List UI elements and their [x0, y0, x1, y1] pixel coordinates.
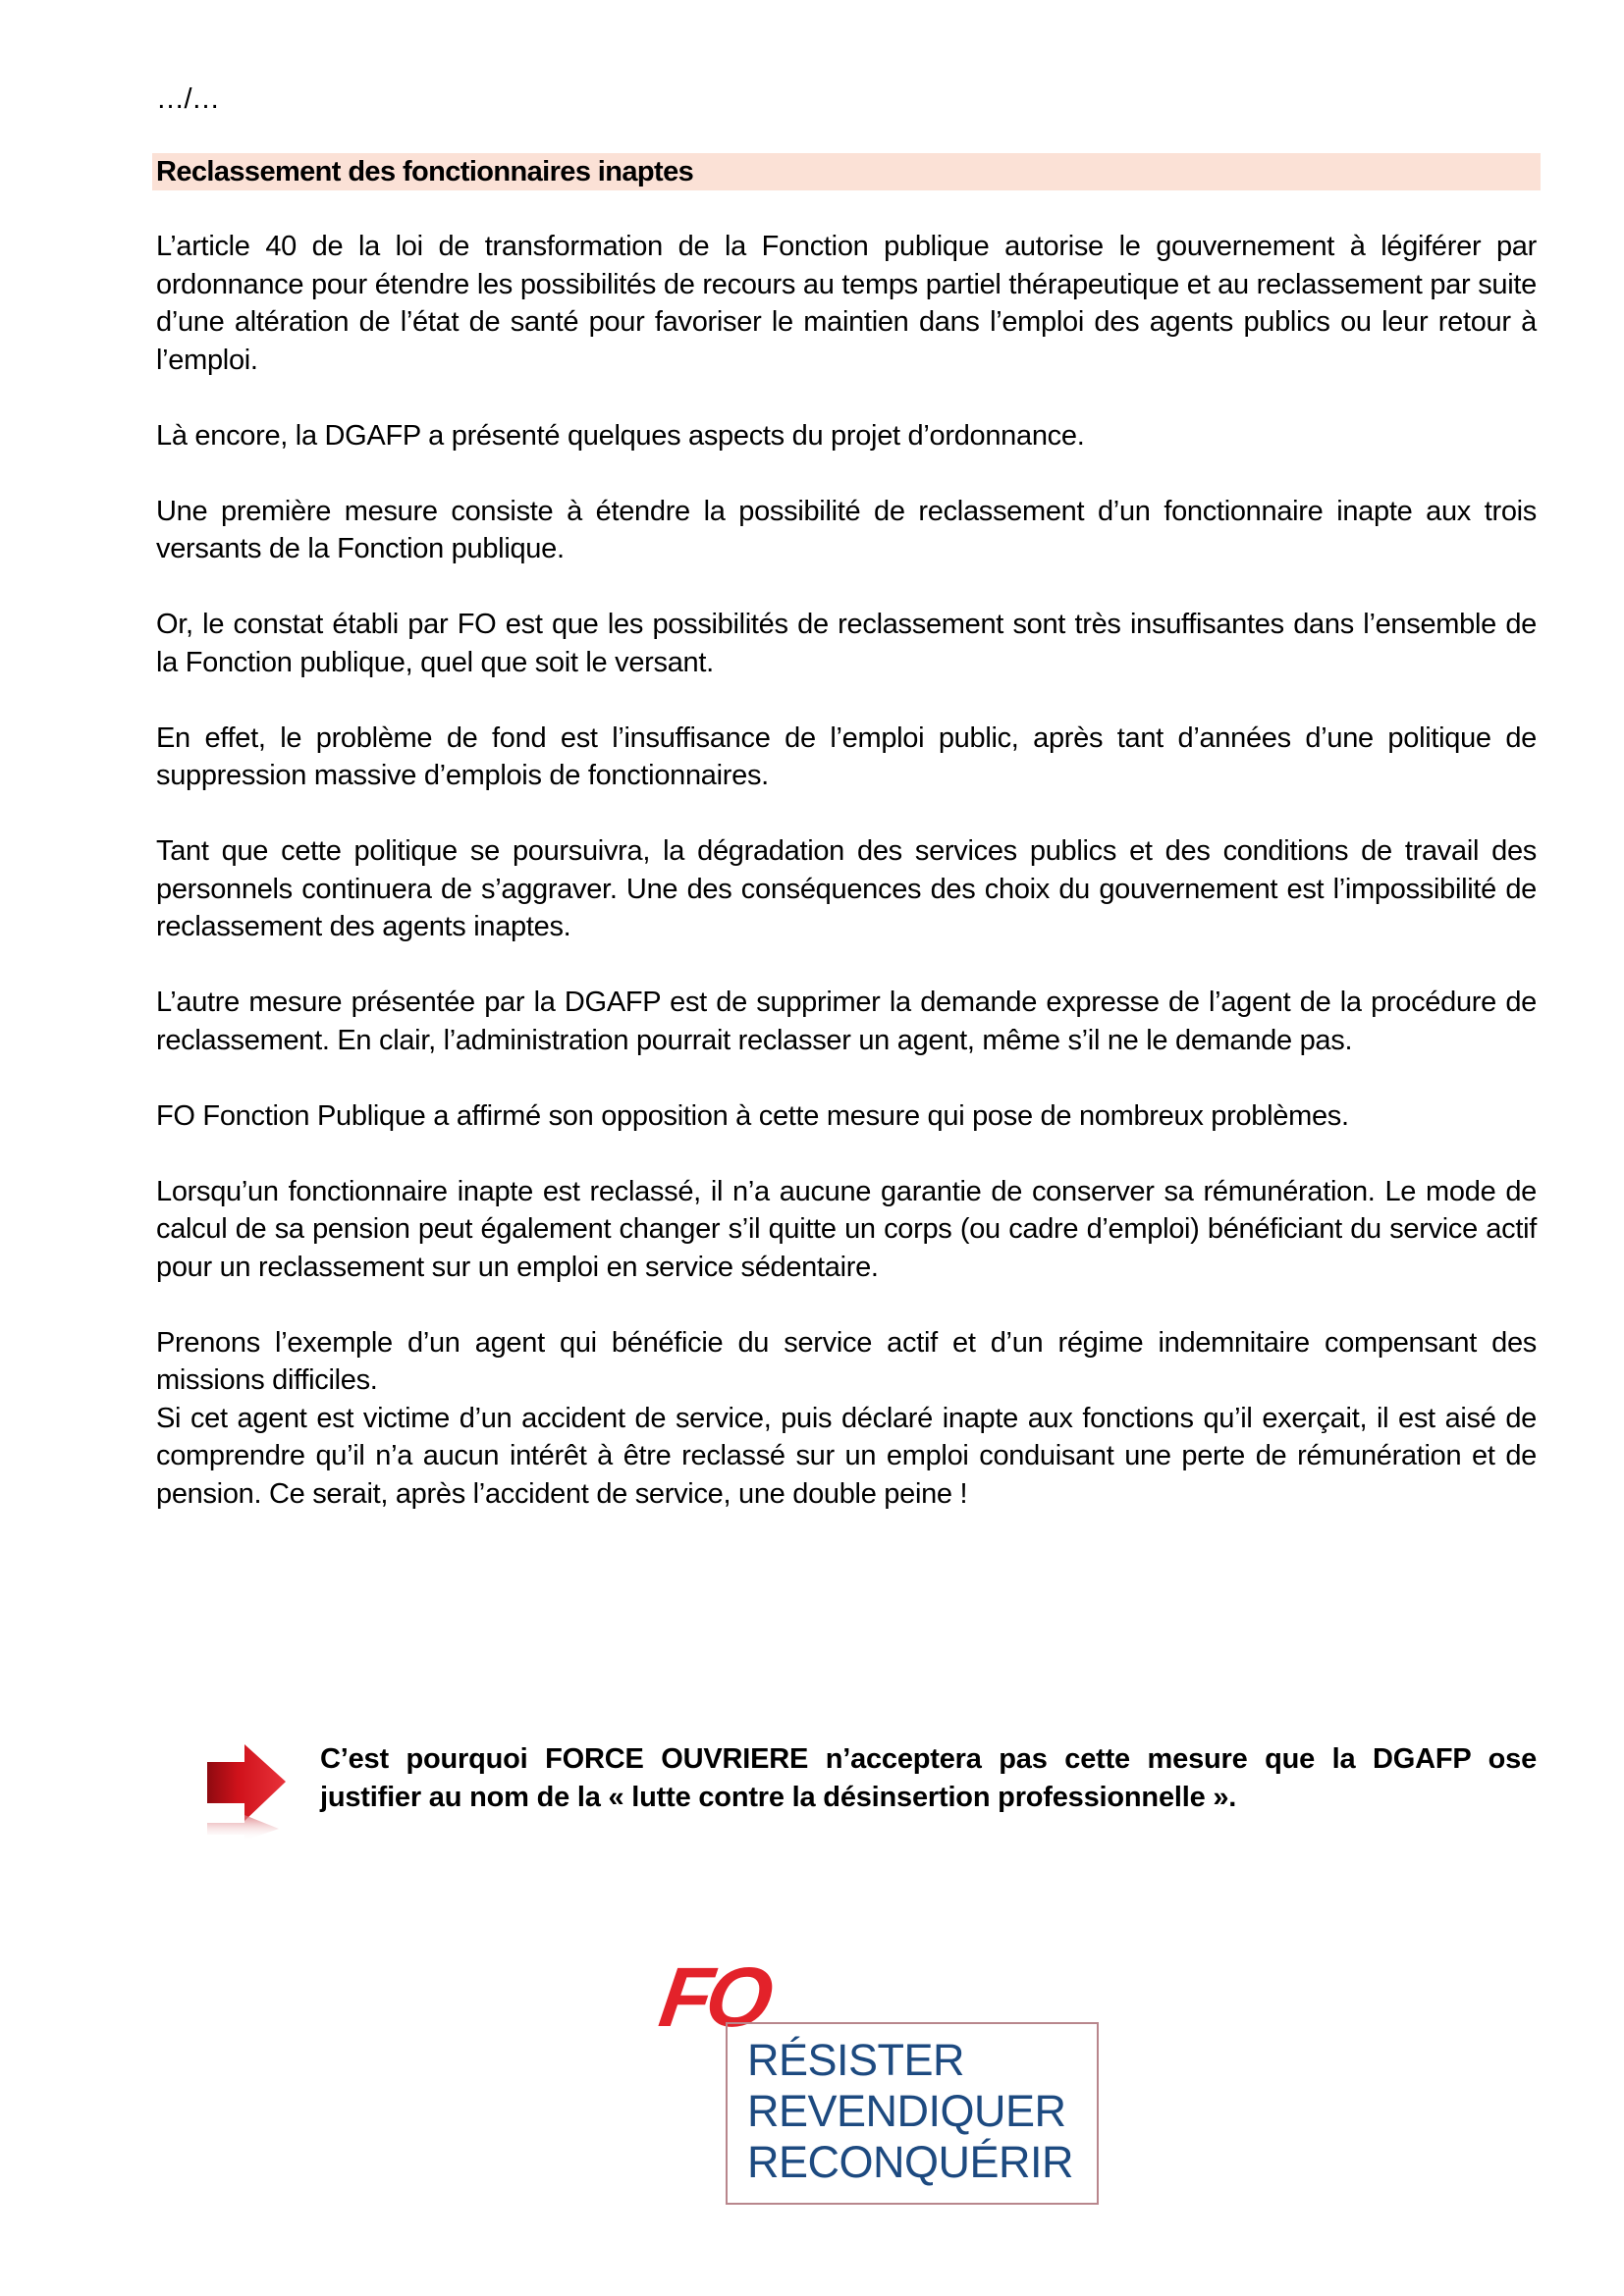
paragraph: FO Fonction Publique a affirmé son opposition à cette mesure qui pose de nombreux problèmes. — [156, 1099, 1349, 1132]
slogan-line: REVENDIQUER — [747, 2086, 1066, 2136]
slogan-box — [726, 2022, 1099, 2205]
callout-text: C’est pourquoi FORCE OUVRIERE n’acceptera pas cette mesure que la DGAFP ose justifier au nom de la « lutte contre la désinsertion professionnelle ». — [320, 1743, 1537, 1813]
red-arrow-right-icon — [205, 1740, 294, 1848]
paragraph: En effet, le problème de fond est l’insuffisance de l’emploi public, après tant d’années d’une politique de suppression massive d’emplois de fonctionnaires. — [156, 721, 1537, 791]
paragraph: Si cet agent est victime d’un accident de service, puis déclaré inapte aux fonctions qu’il exerçait, il est aisé de comprendre qu’il n’a aucun intérêt à être reclassé sur un emploi conduisant une perte de rémunération et de pension. Ce serait, après l’accident de service, une double peine ! — [156, 1402, 1537, 1510]
section-heading: Reclassement des fonctionnaires inaptes — [152, 153, 1541, 190]
slogan-line: RECONQUÉRIR — [747, 2137, 1074, 2187]
paragraph: Là encore, la DGAFP a présenté quelques aspects du projet d’ordonnance. — [156, 419, 1085, 452]
paragraph: L’article 40 de la loi de transformation de la Fonction publique autorise le gouvernement à légiférer par ordonnance pour étendre les possibilités de recours au temps partiel thérapeutique et au reclassement par suite d’une altération de l’état de santé pour favoriser le maintien dans l’emploi des agents publics ou leur retour à l’emploi. — [156, 231, 1537, 376]
conclusion-callout — [156, 1740, 1537, 1858]
fo-brand-mark: FO — [654, 1950, 774, 2045]
fo-logo — [654, 1950, 1112, 2218]
paragraph: L’autre mesure présentée par la DGAFP est de supprimer la demande expresse de l’agent de la procédure de reclassement. En clair, l’administration pourrait reclasser un agent, même s’il ne le demande pas. — [156, 987, 1537, 1056]
paragraph: Prenons l’exemple d’un agent qui bénéficie du service actif et d’un régime indemnitaire compensant des missions difficiles. — [156, 1326, 1537, 1396]
paragraph: Une première mesure consiste à étendre la possibilité de reclassement d’un fonctionnaire inapte aux trois versants de la Fonction publique. — [156, 495, 1537, 564]
paragraph: Or, le constat établi par FO est que les possibilités de reclassement sont très insuffisantes dans l’ensemble de la Fonction publique, quel que soit le versant. — [156, 609, 1537, 678]
slogan-line: RÉSISTER — [747, 2035, 965, 2085]
paragraph: Lorsqu’un fonctionnaire inapte est reclassé, il n’a aucune garantie de conserver sa rémunération. Le mode de calcul de sa pension peut également changer s’il quitte un corps (ou cadre d’emploi) bénéficiant du service actif pour un reclassement sur un emploi en service sédentaire. — [156, 1175, 1537, 1283]
body-text — [156, 228, 1537, 1551]
paragraph: Tant que cette politique se poursuivra, la dégradation des services publics et des conditions de travail des personnels continuera de s’aggraver. Une des conséquences des choix du gouvernement est l’impossibilité de reclassement des agents inaptes. — [156, 835, 1537, 942]
continuation-mark: …/… — [156, 83, 220, 115]
